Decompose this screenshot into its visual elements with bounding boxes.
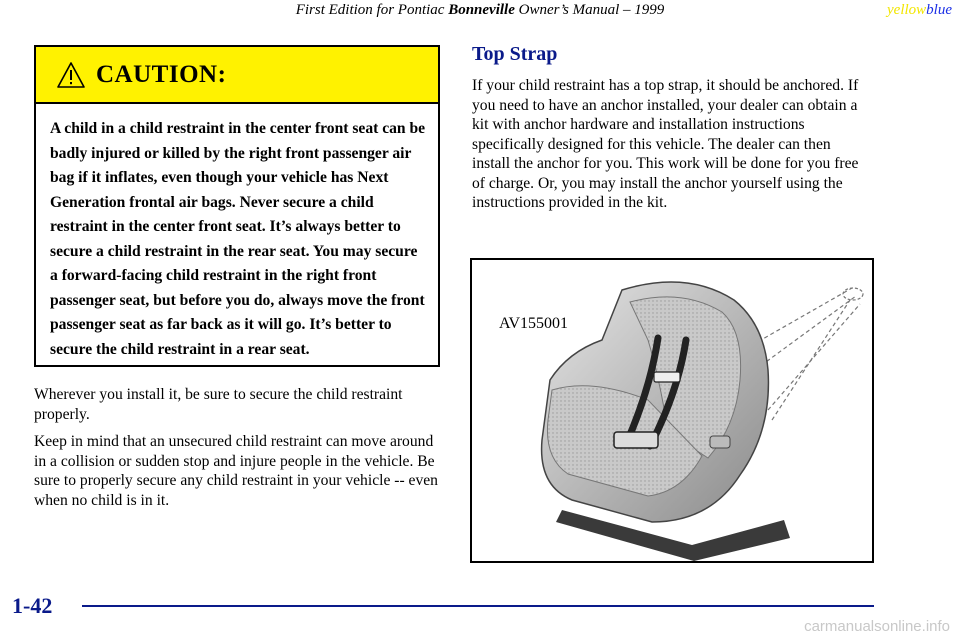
caution-header xyxy=(36,47,438,104)
caution-box xyxy=(34,45,440,367)
caution-title: CAUTION: xyxy=(96,60,227,88)
watermark: carmanualsonline.info xyxy=(804,618,950,635)
header-title-model: Bonneville xyxy=(448,2,515,18)
page-header xyxy=(0,2,960,22)
paragraph-secure-properly: Wherever you install it, be sure to secure the child restraint properly. xyxy=(34,386,403,423)
header-color-yellow: yellow xyxy=(887,2,927,18)
header-color-tags xyxy=(887,2,952,19)
footer-rule xyxy=(82,605,874,607)
warning-triangle-icon xyxy=(56,61,86,89)
child-seat-illustration xyxy=(472,260,872,561)
paragraph-unsecured-restraint: Keep in mind that an unsecured child restraint can move around in a collision or sudden stop and injure people in the vehicle. Be sure to properly secure any child restraint in your vehicle -- even when no child is in it. xyxy=(34,433,438,509)
header-title-suffix: Owner’s Manual – 1999 xyxy=(514,2,665,18)
caution-body: A child in a child restraint in the center front seat can be badly injured or killed by the right front passenger air bag if it inflates, even though your vehicle has Next Generation frontal air bags. Never secure a child restraint in the center front seat. It’s always better to secure a child restraint in the rear seat. You may secure a forward-facing child restraint in the right front passenger seat, but before you do, always move the front passenger seat as far back as it will go. It’s better to secure the child restraint in a rear seat. xyxy=(50,120,426,358)
paragraph-top-strap: If your child restraint has a top strap, it should be anchored. If you need to have an anchor installed, your dealer can obtain a kit with anchor hardware and installation instructions specifically designed for this vehicle. The dealer can then install the anchor for you. This work will be done for you free of charge. Or, you may install the anchor yourself using the instructions provided in the kit. xyxy=(472,77,859,211)
child-seat-figure xyxy=(470,258,874,563)
section-title-top-strap: Top Strap xyxy=(472,43,558,65)
page-number: 1-42 xyxy=(12,593,53,618)
figure-label: AV155001 xyxy=(499,315,569,332)
header-title-prefix: First Edition for Pontiac xyxy=(295,2,449,18)
header-title xyxy=(0,2,960,19)
header-color-blue: blue xyxy=(926,2,952,18)
